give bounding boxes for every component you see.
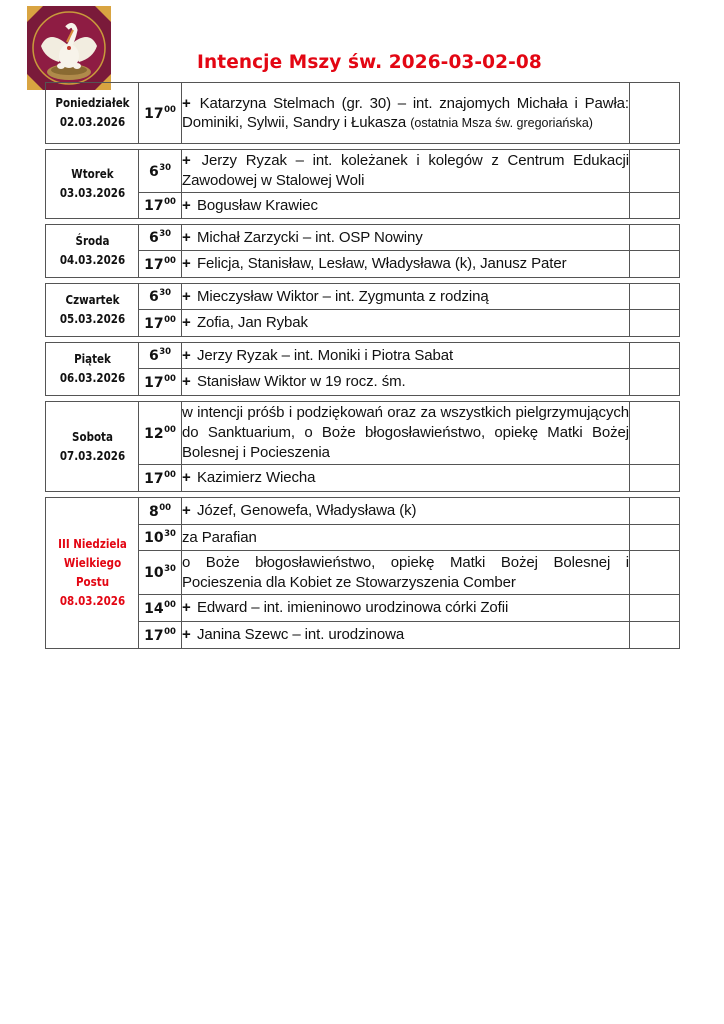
mass-time: $10^{30}$ <box>139 551 182 595</box>
empty-cell <box>630 525 680 551</box>
mass-time: $17^{00}$ <box>139 193 182 219</box>
mass-intention: + Edward – int. imieninowo urodzinowa córki Zofii <box>182 595 630 622</box>
table-row <box>46 622 680 649</box>
empty-cell <box>630 83 680 144</box>
mass-time: $6^{30}$ <box>139 284 182 310</box>
day-date: 06.03.2026 <box>59 371 125 385</box>
mass-intention: + Józef, Genowefa, Władysława (k) <box>182 498 630 525</box>
mass-intention: + Kazimierz Wiecha <box>182 465 630 492</box>
day-date: 03.03.2026 <box>59 186 125 200</box>
day-name: Czwartek <box>65 293 119 307</box>
empty-cell <box>630 150 680 193</box>
page-title: Intencje Mszy św. 2026-03-02-08 <box>197 52 542 73</box>
day-name-line: III Niedziela <box>57 537 127 551</box>
day-date: 08.03.2026 <box>59 594 125 608</box>
table-row <box>46 402 680 465</box>
mass-time: $17^{00}$ <box>139 465 182 492</box>
day-cell <box>52 343 132 396</box>
cross-icon: + <box>182 152 191 169</box>
table-row <box>46 284 680 310</box>
table-row <box>46 595 680 622</box>
mass-time: $17^{00}$ <box>139 369 182 396</box>
cross-icon: + <box>182 255 191 272</box>
day-date: 07.03.2026 <box>59 448 125 463</box>
mass-time: $6^{30}$ <box>139 343 182 369</box>
mass-time: $17^{00}$ <box>139 622 182 649</box>
cross-icon: + <box>182 94 191 112</box>
day-name-line: Postu <box>75 575 109 589</box>
cross-icon: + <box>182 228 191 246</box>
cross-icon: + <box>182 196 191 214</box>
table-row <box>46 551 680 595</box>
day-table-wednesday <box>45 224 680 278</box>
empty-cell <box>630 369 680 396</box>
table-row <box>46 310 680 337</box>
table-row <box>46 525 680 551</box>
empty-cell <box>630 251 680 278</box>
cross-icon: + <box>182 373 191 390</box>
table-row <box>46 498 680 525</box>
empty-cell <box>630 193 680 219</box>
mass-intention: w intencji próśb i podziękowań oraz za wszystkich pielgrzymujących do Sanktuarium, o Boże błogosławieństwo, opiekę Matki Bożej Bolesnej i Pocieszenia <box>182 402 630 465</box>
cross-icon: + <box>182 287 191 305</box>
mass-time: $6^{30}$ <box>139 225 182 251</box>
mass-intention: + Jerzy Ryzak – int. koleżanek i kolegów z Centrum Edukacji Zawodowej w Stalowej Woli <box>182 150 630 193</box>
cross-icon: + <box>182 346 191 364</box>
day-cell <box>52 150 132 219</box>
empty-cell <box>630 284 680 310</box>
mass-time: $17^{00}$ <box>139 83 182 144</box>
cross-icon: + <box>182 626 191 643</box>
mass-time: $17^{00}$ <box>139 310 182 337</box>
cross-icon: + <box>182 469 191 486</box>
empty-cell <box>630 551 680 595</box>
day-date: 04.03.2026 <box>59 253 125 267</box>
day-name: Poniedziałek <box>54 96 130 110</box>
mass-intention: + Felicja, Stanisław, Lesław, Władysława (k), Janusz Pater <box>182 251 630 278</box>
table-row <box>46 83 680 144</box>
mass-intention: + Mieczysław Wiktor – int. Zygmunta z rodziną <box>182 284 630 310</box>
day-cell <box>52 225 132 278</box>
table-row <box>46 150 680 193</box>
cross-icon: + <box>182 314 191 331</box>
mass-intention: + Jerzy Ryzak – int. Moniki i Piotra Sabat <box>182 343 630 369</box>
empty-cell <box>630 498 680 525</box>
mass-intention: + Michał Zarzycki – int. OSP Nowiny <box>182 225 630 251</box>
mass-time: $8^{00}$ <box>139 498 182 525</box>
mass-time: $12^{00}$ <box>139 402 182 465</box>
table-row <box>46 251 680 278</box>
empty-cell <box>630 465 680 492</box>
empty-cell <box>630 310 680 337</box>
mass-intention: o Boże błogosławieństwo, opiekę Matki Bożej Bolesnej i Pocieszenia dla Kobiet ze Stowarzyszenia Comber <box>182 551 630 595</box>
mass-intentions-schedule <box>45 82 679 654</box>
day-table-sunday <box>45 497 680 649</box>
cross-icon: + <box>182 599 191 616</box>
day-date: 02.03.2026 <box>59 115 125 129</box>
empty-cell <box>630 402 680 465</box>
mass-time: $14^{00}$ <box>139 595 182 622</box>
day-name: Środa <box>75 234 109 248</box>
mass-time: $10^{30}$ <box>139 525 182 551</box>
day-table-friday <box>45 342 680 396</box>
empty-cell <box>630 595 680 622</box>
day-table-thursday <box>45 283 680 337</box>
empty-cell <box>630 622 680 649</box>
day-name-line: Wielkiego <box>63 556 121 570</box>
intention-note: (ostatnia Msza św. gregoriańska) <box>410 115 593 130</box>
day-cell <box>52 284 132 337</box>
day-date: 05.03.2026 <box>59 312 125 326</box>
day-table-monday <box>45 82 680 144</box>
empty-cell <box>630 343 680 369</box>
mass-time: $6^{30}$ <box>139 150 182 193</box>
table-row <box>46 225 680 251</box>
day-cell <box>52 83 132 144</box>
table-row <box>46 193 680 219</box>
mass-intention: + Zofia, Jan Rybak <box>182 310 630 337</box>
mass-intention: za Parafian <box>182 525 630 551</box>
cross-icon: + <box>182 502 191 519</box>
day-table-saturday <box>45 401 680 492</box>
empty-cell <box>630 225 680 251</box>
pelican-emblem-icon <box>27 6 111 90</box>
mass-intention: + Bogusław Krawiec <box>182 193 630 219</box>
day-cell <box>52 402 132 492</box>
mass-intention: + Janina Szewc – int. urodzinowa <box>182 622 630 649</box>
table-row <box>46 369 680 396</box>
table-row <box>46 465 680 492</box>
mass-intention: + Katarzyna Stelmach (gr. 30) – int. znajomych Michała i Pawła: Dominiki, Sylwii, Sandry i Łukasza (ostatnia Msza św. gregoriańska) <box>182 83 630 144</box>
mass-time: $17^{00}$ <box>139 251 182 278</box>
day-table-tuesday <box>45 149 680 219</box>
day-cell <box>52 498 132 649</box>
day-name: Sobota <box>71 429 113 444</box>
table-row <box>46 343 680 369</box>
day-name: Wtorek <box>70 167 114 181</box>
day-name: Piątek <box>73 352 111 366</box>
mass-intention: + Stanisław Wiktor w 19 rocz. śm. <box>182 369 630 396</box>
